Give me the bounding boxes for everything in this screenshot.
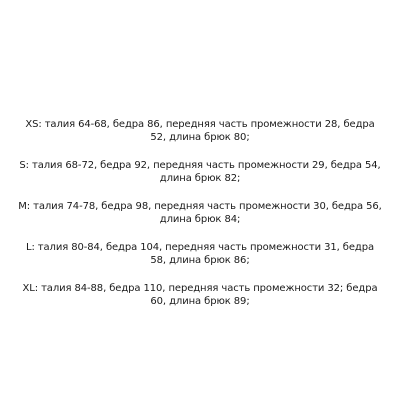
size-chart-list	[18, 118, 382, 308]
size-row-xl: XL: талия 84-88, бедра 110, передняя часть промежности 32; бедра 60, длина брюк 89;	[22, 283, 378, 307]
size-row-s: S: талия 68-72, бедра 92, передняя часть промежности 29, бедра 54, длина брюк 82;	[19, 160, 381, 184]
size-row-xs: XS: талия 64-68, бедра 86, передняя часть промежности 28, бедра 52, длина брюк 80;	[25, 119, 375, 143]
size-row-l: L: талия 80-84, бедра 104, передняя часть промежности 31, бедра 58, длина брюк 86;	[25, 242, 375, 266]
size-row-m: M: талия 74-78, бедра 98, передняя часть промежности 30, бедра 56, длина брюк 84;	[18, 201, 382, 225]
